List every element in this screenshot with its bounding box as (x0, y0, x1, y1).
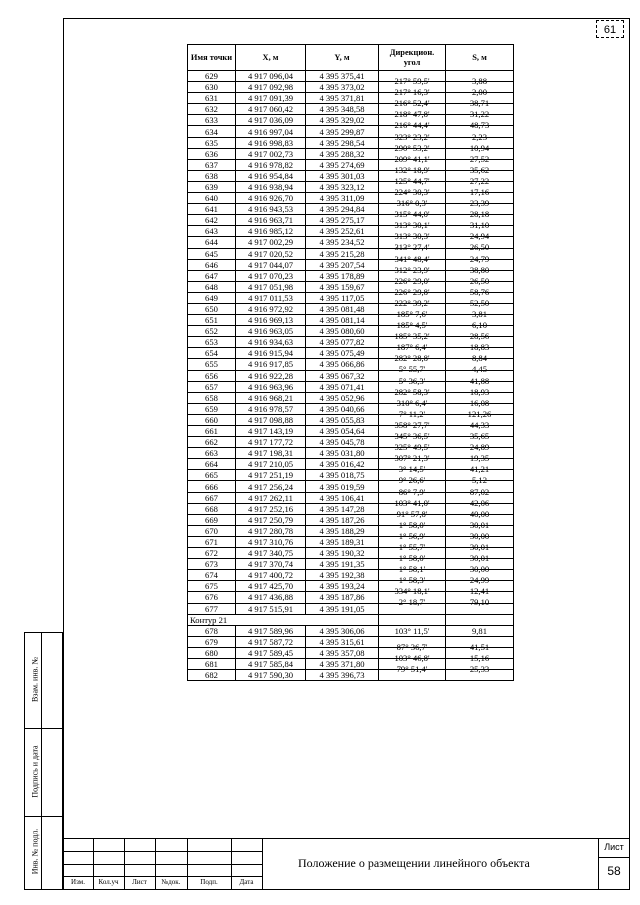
cell-x-coord: 4 917 011,53 (236, 292, 306, 303)
cell-distance: 8,84 (446, 353, 514, 364)
cell-x-coord: 4 917 051,98 (236, 281, 306, 292)
cell-point-name: 637 (188, 159, 236, 170)
cell-x-coord: 4 917 262,11 (236, 492, 306, 503)
cell-bearing: 86° 7,9' (379, 486, 446, 497)
cell-bearing: 103° 11,5' (379, 625, 446, 636)
cell-bearing: 1° 58,3' (379, 575, 446, 586)
cell-distance: 25,33 (446, 663, 514, 674)
cell-y-coord: 4 395 147,28 (306, 503, 379, 514)
cell-bearing: 222° 39,2' (379, 297, 446, 308)
cell-point-name: 644 (188, 237, 236, 248)
cell-bearing: 3° 14,5' (379, 464, 446, 475)
cell-point-name: 672 (188, 548, 236, 559)
cell-distance: 121,26 (446, 408, 514, 419)
cell-y-coord: 4 395 234,52 (306, 237, 379, 248)
cell-y-coord: 4 395 045,78 (306, 437, 379, 448)
cell-distance: 87,02 (446, 486, 514, 497)
cell-y-coord: 4 395 306,06 (306, 625, 379, 636)
table-row (188, 636, 514, 647)
cell-x-coord: 4 917 250,79 (236, 514, 306, 525)
cell-y-coord: 4 395 288,32 (306, 148, 379, 159)
cell-distance: 2,23 (446, 131, 514, 142)
cell-y-coord: 4 395 052,96 (306, 392, 379, 403)
cell-point-name: 642 (188, 215, 236, 226)
cell-bearing: 9° 26,6' (379, 475, 446, 486)
cell-bearing: 185° 7,6' (379, 308, 446, 319)
cell-x-coord: 4 917 036,09 (236, 115, 306, 126)
cell-distance: 18,83 (446, 342, 514, 353)
cell-y-coord: 4 395 117,05 (306, 292, 379, 303)
cell-y-coord: 4 395 016,42 (306, 459, 379, 470)
cell-y-coord: 4 395 066,86 (306, 359, 379, 370)
cell-bearing: 226° 29,8' (379, 286, 446, 297)
cell-distance: 28,56 (446, 331, 514, 342)
cell-y-coord: 4 395 190,32 (306, 548, 379, 559)
cell-x-coord: 4 917 310,76 (236, 536, 306, 547)
cell-bearing: 216° 52,4' (379, 98, 446, 109)
cell-point-name: 671 (188, 536, 236, 547)
cell-bearing: 307° 21,3' (379, 453, 446, 464)
cell-bearing: 345° 36,5' (379, 431, 446, 442)
cell-x-coord: 4 917 425,70 (236, 581, 306, 592)
cell-x-coord: 4 917 436,88 (236, 592, 306, 603)
cell-y-coord: 4 395 075,49 (306, 348, 379, 359)
cell-y-coord: 4 395 081,14 (306, 315, 379, 326)
cell-y-coord: 4 395 189,31 (306, 536, 379, 547)
cell-bearing: 290° 53,2' (379, 142, 446, 153)
cell-point-name: 667 (188, 492, 236, 503)
cell-y-coord: 4 395 188,29 (306, 525, 379, 536)
cell-x-coord: 4 917 096,04 (236, 71, 306, 82)
cell-y-coord: 4 395 294,84 (306, 204, 379, 215)
cell-distance: 2,00 (446, 87, 514, 98)
side-stamp (24, 632, 63, 890)
cell-distance: 41,51 (446, 641, 514, 652)
cell-point-name: 636 (188, 148, 236, 159)
cell-point-name: 665 (188, 470, 236, 481)
cell-distance: 23,39 (446, 198, 514, 209)
cell-bearing: 282° 28,8' (379, 353, 446, 364)
cell-x-coord: 4 917 589,96 (236, 625, 306, 636)
cell-point-name: 633 (188, 115, 236, 126)
cell-distance (446, 608, 514, 619)
cell-point-name: 664 (188, 459, 236, 470)
cell-point-name: 650 (188, 303, 236, 314)
side-label-replace: Взам. инв. № (30, 656, 40, 703)
cell-distance: 15,16 (446, 652, 514, 663)
cell-point-name: 675 (188, 581, 236, 592)
coordinates-table (187, 44, 514, 681)
cell-point-name: 648 (188, 281, 236, 292)
cell-y-coord: 4 395 187,86 (306, 592, 379, 603)
cell-distance: 24,79 (446, 253, 514, 264)
cell-x-coord: 4 917 340,75 (236, 548, 306, 559)
cell-distance: 40,00 (446, 508, 514, 519)
cell-bearing: 7° 11,2' (379, 408, 446, 419)
cell-point-name: 649 (188, 292, 236, 303)
cell-point-name: 632 (188, 104, 236, 115)
cell-y-coord: 4 395 329,02 (306, 115, 379, 126)
cell-point-name: 629 (188, 71, 236, 82)
cell-distance: 4,45 (446, 364, 514, 375)
cell-point-name: 656 (188, 370, 236, 381)
cell-distance: 31,22 (446, 109, 514, 120)
cell-distance: 26,50 (446, 242, 514, 253)
cell-x-coord: 4 917 252,16 (236, 503, 306, 514)
cell-y-coord: 4 395 191,05 (306, 603, 379, 614)
side-label-signature: Подпись и дата (30, 745, 40, 798)
cell-x-coord: 4 916 963,05 (236, 326, 306, 337)
cell-y-coord: 4 395 054,64 (306, 426, 379, 437)
cell-distance: 52,50 (446, 297, 514, 308)
cell-bearing: 1° 58,0' (379, 553, 446, 564)
cell-y-coord: 4 395 252,61 (306, 226, 379, 237)
cell-point-name: 640 (188, 193, 236, 204)
cell-distance: 16,08 (446, 397, 514, 408)
cell-distance: 24,94 (446, 231, 514, 242)
cell-point-name: 638 (188, 170, 236, 181)
sheet-number: 58 (607, 864, 621, 878)
cell-x-coord: 4 916 968,21 (236, 392, 306, 403)
cell-x-coord: 4 916 943,53 (236, 204, 306, 215)
cell-x-coord: 4 916 938,94 (236, 181, 306, 192)
cell-x-coord: 4 916 969,13 (236, 315, 306, 326)
title-block (63, 838, 630, 890)
cell-x-coord: 4 916 915,94 (236, 348, 306, 359)
stamp-header-date: Дата (239, 878, 254, 886)
cell-bearing: 224° 30,3' (379, 186, 446, 197)
cell-distance: 30,01 (446, 519, 514, 530)
cell-x-coord: 4 917 002,29 (236, 237, 306, 248)
cell-bearing: 91° 57,8' (379, 508, 446, 519)
cell-bearing: 313° 27,4' (379, 242, 446, 253)
cell-point-name: 634 (188, 126, 236, 137)
cell-y-coord: 4 395 207,54 (306, 259, 379, 270)
cell-y-coord: 4 395 191,35 (306, 559, 379, 570)
cell-point-name: 660 (188, 414, 236, 425)
cell-distance: 10,94 (446, 142, 514, 153)
cell-bearing: 358° 27,7' (379, 419, 446, 430)
cell-point-name: 647 (188, 270, 236, 281)
cell-distance: 3,88 (446, 76, 514, 87)
cell-bearing: 132° 18,9' (379, 164, 446, 175)
cell-point-name: 654 (188, 348, 236, 359)
cell-point-name: 646 (188, 259, 236, 270)
cell-bearing: 312° 23,9' (379, 264, 446, 275)
cell-distance: 9,81 (446, 625, 514, 636)
cell-y-coord: 4 395 187,26 (306, 514, 379, 525)
cell-x-coord: 4 916 922,28 (236, 370, 306, 381)
cell-bearing: 187° 6,4' (379, 342, 446, 353)
cell-x-coord: 4 917 280,78 (236, 525, 306, 536)
cell-y-coord: 4 395 215,28 (306, 248, 379, 259)
cell-distance: 44,33 (446, 419, 514, 430)
cell-bearing: 5° 36,3' (379, 375, 446, 386)
cell-x-coord: 4 917 400,72 (236, 570, 306, 581)
cell-y-coord: 4 395 274,69 (306, 159, 379, 170)
cell-x-coord: 4 916 997,04 (236, 126, 306, 137)
cell-y-coord: 4 395 371,81 (306, 93, 379, 104)
cell-bearing: 315° 44,0' (379, 209, 446, 220)
cell-distance: 30,00 (446, 564, 514, 575)
cell-y-coord: 4 395 371,80 (306, 658, 379, 669)
cell-x-coord: 4 916 926,70 (236, 193, 306, 204)
table-row (188, 71, 514, 82)
cell-x-coord: 4 916 978,82 (236, 159, 306, 170)
cell-bearing: 209° 41,1' (379, 153, 446, 164)
col-header-angle: Дирекцион. угол (379, 45, 446, 71)
cell-x-coord: 4 917 589,45 (236, 647, 306, 658)
cell-distance: 79,10 (446, 597, 514, 608)
cell-x-coord: 4 916 998,83 (236, 137, 306, 148)
cell-x-coord: 4 917 020,52 (236, 248, 306, 259)
cell-x-coord: 4 917 091,39 (236, 93, 306, 104)
cell-x-coord: 4 917 177,72 (236, 437, 306, 448)
cell-x-coord: 4 917 092,98 (236, 82, 306, 93)
cell-distance: 41,88 (446, 375, 514, 386)
cell-bearing: 1° 56,9' (379, 530, 446, 541)
cell-point-name: 680 (188, 647, 236, 658)
cell-y-coord: 4 395 178,89 (306, 270, 379, 281)
cell-distance: 30,00 (446, 530, 514, 541)
cell-y-coord: 4 395 159,67 (306, 281, 379, 292)
cell-x-coord: 4 916 963,71 (236, 215, 306, 226)
cell-point-name: 681 (188, 658, 236, 669)
cell-distance: 42,06 (446, 497, 514, 508)
cell-point-name: 668 (188, 503, 236, 514)
cell-bearing: 185° 35,2' (379, 331, 446, 342)
cell-point-name: 674 (188, 570, 236, 581)
cell-point-name: 652 (188, 326, 236, 337)
cell-x-coord: 4 917 044,07 (236, 259, 306, 270)
contour-label: Контур 21 (188, 614, 379, 625)
cell-y-coord: 4 395 081,48 (306, 303, 379, 314)
cell-y-coord: 4 395 080,60 (306, 326, 379, 337)
cell-bearing: 226° 29,0' (379, 275, 446, 286)
cell-x-coord: 4 917 256,24 (236, 481, 306, 492)
cell-bearing: 310° 6,4' (379, 397, 446, 408)
cell-y-coord: 4 395 071,41 (306, 381, 379, 392)
cell-bearing: 125° 44,7' (379, 175, 446, 186)
cell-bearing: 1° 55,7' (379, 541, 446, 552)
cell-bearing: 87° 36,7' (379, 641, 446, 652)
stamp-header-doc: №док. (161, 878, 181, 886)
cell-point-name: 630 (188, 82, 236, 93)
cell-distance: 30,01 (446, 553, 514, 564)
cell-y-coord: 4 395 315,61 (306, 636, 379, 647)
cell-x-coord: 4 916 917,85 (236, 359, 306, 370)
table-row (188, 625, 514, 636)
cell-bearing: 216° 44,4' (379, 120, 446, 131)
cell-bearing: 5° 55,7' (379, 364, 446, 375)
cell-point-name: 651 (188, 315, 236, 326)
cell-point-name: 662 (188, 437, 236, 448)
col-header-x: X, м (236, 45, 306, 71)
cell-point-name: 655 (188, 359, 236, 370)
cell-y-coord: 4 395 040,66 (306, 403, 379, 414)
cell-point-name: 673 (188, 559, 236, 570)
cell-x-coord: 4 917 587,72 (236, 636, 306, 647)
cell-distance: 58,76 (446, 286, 514, 297)
side-cell-replace (25, 633, 62, 729)
cell-bearing: 313° 30,3' (379, 231, 446, 242)
cell-distance: 35,65 (446, 431, 514, 442)
cell-x-coord: 4 917 002,73 (236, 148, 306, 159)
cell-y-coord: 4 395 193,24 (306, 581, 379, 592)
cell-y-coord: 4 395 357,08 (306, 647, 379, 658)
cell-bearing: 316° 0,3' (379, 198, 446, 209)
cell-point-name: 679 (188, 636, 236, 647)
cell-x-coord: 4 917 210,05 (236, 459, 306, 470)
cell-distance: 31,10 (446, 220, 514, 231)
cell-distance: 41,21 (446, 464, 514, 475)
table-header-row (188, 45, 514, 71)
cell-distance: 28,18 (446, 209, 514, 220)
cell-x-coord: 4 917 143,19 (236, 426, 306, 437)
cell-x-coord: 4 917 515,91 (236, 603, 306, 614)
cell-point-name: 677 (188, 603, 236, 614)
stamp-header-change: Изм. (71, 878, 85, 886)
cell-point-name: 666 (188, 481, 236, 492)
cell-distance: 12,41 (446, 586, 514, 597)
cell-x-coord: 4 916 972,92 (236, 303, 306, 314)
cell-y-coord: 4 395 299,87 (306, 126, 379, 137)
cell-bearing: 1° 58,1' (379, 564, 446, 575)
cell-point-name: 670 (188, 525, 236, 536)
cell-x-coord: 4 916 985,12 (236, 226, 306, 237)
document-title: Положение о размещении линейного объекта (298, 856, 530, 870)
cell-bearing: 2° 18,7' (379, 597, 446, 608)
cell-distance: 17,16 (446, 186, 514, 197)
cell-point-name: 639 (188, 181, 236, 192)
stamp-header-count: Кол.уч (98, 878, 119, 886)
cell-y-coord: 4 395 055,83 (306, 414, 379, 425)
cell-point-name: 676 (188, 592, 236, 603)
cell-y-coord: 4 395 301,03 (306, 170, 379, 181)
cell-distance: 3,81 (446, 308, 514, 319)
cell-point-name: 682 (188, 670, 236, 681)
cell-x-coord: 4 917 060,42 (236, 104, 306, 115)
cell-distance: 5,12 (446, 475, 514, 486)
cell-point-name: 645 (188, 248, 236, 259)
cell-point-name: 659 (188, 403, 236, 414)
cell-bearing: 1° 58,0' (379, 519, 446, 530)
cell-y-coord: 4 395 275,17 (306, 215, 379, 226)
cell-x-coord: 4 916 934,63 (236, 337, 306, 348)
cell-distance: 24,99 (446, 575, 514, 586)
cell-y-coord: 4 395 077,82 (306, 337, 379, 348)
cell-x-coord: 4 916 954,84 (236, 170, 306, 181)
cell-distance: 18,93 (446, 386, 514, 397)
cell-bearing: 323° 23,2' (379, 131, 446, 142)
stamp-header-sheet: Лист (132, 878, 147, 886)
cell-bearing: 218° 47,8' (379, 109, 446, 120)
col-header-y: Y, м (306, 45, 379, 71)
table-body (188, 71, 514, 681)
cell-x-coord: 4 917 098,88 (236, 414, 306, 425)
cell-distance: 27,52 (446, 153, 514, 164)
cell-x-coord: 4 916 963,96 (236, 381, 306, 392)
cell-distance: 26,50 (446, 275, 514, 286)
cell-x-coord: 4 917 198,31 (236, 448, 306, 459)
cell-bearing: 217° 59,5' (379, 76, 446, 87)
cell-y-coord: 4 395 018,75 (306, 470, 379, 481)
cell-y-coord: 4 395 298,54 (306, 137, 379, 148)
cell-x-coord: 4 917 585,84 (236, 658, 306, 669)
sheet-label: Лист (604, 842, 624, 852)
stamp-header-sign: Подп. (200, 878, 218, 886)
side-cell-inventory (25, 817, 62, 889)
cell-distance: 19,35 (446, 453, 514, 464)
page-number: 61 (596, 20, 624, 38)
cell-distance: 6,10 (446, 320, 514, 331)
cell-point-name: 663 (188, 448, 236, 459)
cell-y-coord: 4 395 375,41 (306, 71, 379, 82)
cell-point-name: 635 (188, 137, 236, 148)
cell-y-coord: 4 395 106,41 (306, 492, 379, 503)
cell-point-name: 631 (188, 93, 236, 104)
cell-x-coord: 4 917 251,19 (236, 470, 306, 481)
cell-y-coord: 4 395 348,58 (306, 104, 379, 115)
cell-distance: 38,71 (446, 98, 514, 109)
cell-y-coord: 4 395 019,59 (306, 481, 379, 492)
cell-point-name: 678 (188, 625, 236, 636)
cell-distance: 27,22 (446, 175, 514, 186)
side-label-inventory: Инв. № подл. (30, 828, 40, 875)
cell-y-coord: 4 395 311,09 (306, 193, 379, 204)
cell-point-name: 669 (188, 514, 236, 525)
cell-bearing: 325° 49,5' (379, 442, 446, 453)
cell-y-coord: 4 395 031,80 (306, 448, 379, 459)
cell-point-name: 641 (188, 204, 236, 215)
cell-point-name: 661 (188, 426, 236, 437)
cell-y-coord: 4 395 067,32 (306, 370, 379, 381)
cell-bearing: 217° 16,3' (379, 87, 446, 98)
cell-distance: 38,80 (446, 264, 514, 275)
cell-bearing: 334° 18,1' (379, 586, 446, 597)
cell-distance: 35,62 (446, 164, 514, 175)
cell-distance: 24,89 (446, 442, 514, 453)
cell-bearing (379, 608, 446, 619)
cell-x-coord: 4 917 370,74 (236, 559, 306, 570)
cell-point-name: 658 (188, 392, 236, 403)
cell-bearing: 185° 4,5' (379, 320, 446, 331)
cell-y-coord: 4 395 396,73 (306, 670, 379, 681)
cell-x-coord: 4 917 070,23 (236, 270, 306, 281)
cell-y-coord: 4 395 192,38 (306, 570, 379, 581)
cell-distance (446, 675, 514, 686)
cell-bearing: 79° 51,4' (379, 663, 446, 674)
cell-bearing: 341° 48,4' (379, 253, 446, 264)
cell-point-name: 643 (188, 226, 236, 237)
cell-y-coord: 4 395 373,02 (306, 82, 379, 93)
col-header-point: Имя точки (188, 45, 236, 71)
cell-x-coord: 4 916 978,57 (236, 403, 306, 414)
cell-bearing: 103° 41,0' (379, 497, 446, 508)
cell-bearing: 282° 58,3' (379, 386, 446, 397)
cell-point-name: 653 (188, 337, 236, 348)
cell-bearing (379, 675, 446, 686)
cell-y-coord: 4 395 323,12 (306, 181, 379, 192)
col-header-distance: S, м (446, 45, 514, 71)
cell-point-name: 657 (188, 381, 236, 392)
cell-bearing: 313° 30,1' (379, 220, 446, 231)
cell-bearing: 103° 46,8' (379, 652, 446, 663)
cell-x-coord: 4 917 590,30 (236, 670, 306, 681)
cell-distance: 30,01 (446, 541, 514, 552)
cell-distance: 48,73 (446, 120, 514, 131)
